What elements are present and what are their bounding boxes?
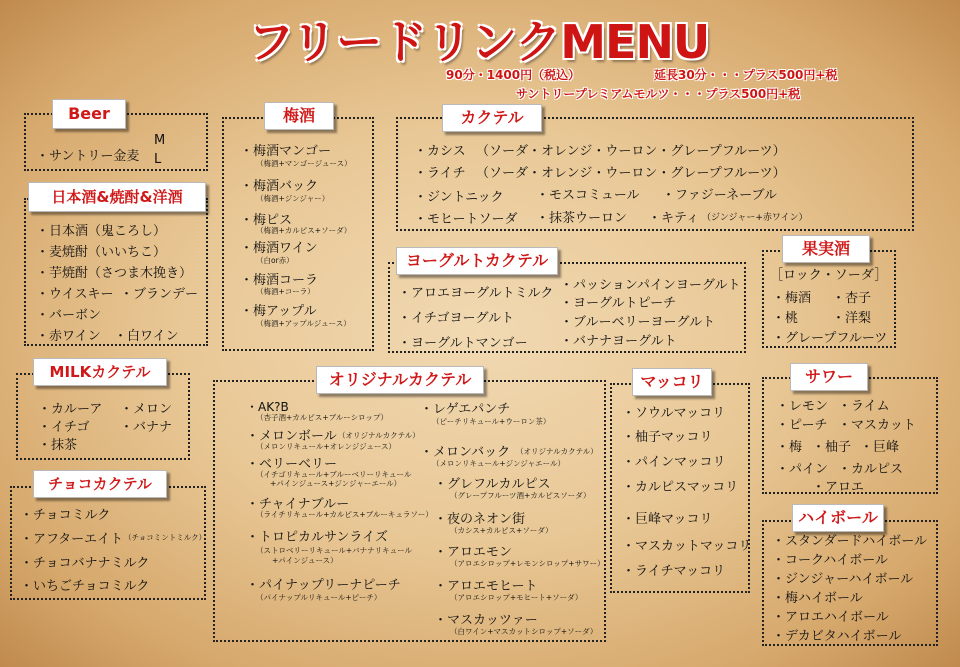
original-item: ・パイナップリーナピーチ bbox=[246, 578, 401, 593]
umeshu-item: ・梅酒マンゴー bbox=[240, 144, 332, 159]
kajitsu-item: ・洋梨 bbox=[832, 311, 872, 326]
original-item: ・メロンバック bbox=[420, 445, 511, 460]
umeshu-item: ・梅ピス bbox=[240, 213, 293, 228]
sour-item: ・ライム bbox=[838, 399, 890, 414]
highball-item: ・アロエハイボール bbox=[772, 610, 889, 625]
original-item: ・アロエモン bbox=[434, 545, 513, 560]
kajitsu-item: ・グレープフルーツ bbox=[772, 331, 888, 346]
sour-item: ・レモン bbox=[776, 399, 829, 414]
original-item-desc: （ピーチリキュール+ウーロン茶） bbox=[432, 417, 551, 426]
choco-item-desc: （チョコミントミルク） bbox=[124, 533, 207, 542]
original-item: ・夜のネオン街 bbox=[434, 512, 526, 527]
highball-item: ・梅ハイボール bbox=[772, 591, 863, 606]
cocktail-item-mixers: （ソーダ・オレンジ・ウーロン・グレープフルーツ） bbox=[476, 166, 786, 181]
original-item-desc: （カシス+カルピス+ソーダ） bbox=[450, 526, 553, 535]
sour-item: ・パイン bbox=[776, 462, 829, 477]
umeshu-item: ・梅酒ワイン bbox=[240, 241, 318, 256]
original-item: ・メロンボール bbox=[246, 429, 337, 444]
nihonshu-item: ・日本酒（鬼ころし） bbox=[36, 224, 167, 239]
beer-size-l: L bbox=[154, 152, 162, 167]
sour-heading: サワー bbox=[790, 363, 868, 391]
sour-item: ・梅 bbox=[776, 440, 803, 455]
yogurt-heading: ヨーグルトカクテル bbox=[396, 247, 558, 275]
milk-heading: MILKカクテル bbox=[33, 358, 167, 386]
makgeolli-item: ・マスカットマッコリ bbox=[622, 539, 752, 554]
cocktail-item: ・カシス bbox=[414, 144, 466, 159]
kajitsu-heading: 果実酒 bbox=[782, 235, 870, 263]
nihonshu-item: ・ブランデー bbox=[120, 287, 199, 302]
cocktail-item: ・ライチ bbox=[414, 166, 466, 181]
nihonshu-item: ・ウイスキー bbox=[36, 287, 114, 302]
original-item: ・グレフルカルピス bbox=[434, 477, 551, 492]
beer-item: ・サントリー金麦 bbox=[36, 149, 140, 164]
original-item: ・ベリーベリー bbox=[246, 457, 338, 472]
milk-item: ・抹茶 bbox=[38, 438, 78, 453]
cocktail-item: ・キティ bbox=[648, 211, 699, 226]
original-item-desc: （杏子酒+カルピス+ブルーシロップ） bbox=[256, 413, 389, 422]
original-item-desc: （グレープフルーツ酒+カルピスソーダ） bbox=[450, 491, 591, 500]
cocktail-item: ・モスコミュール bbox=[536, 188, 640, 203]
nihonshu-item: ・白ワイン bbox=[114, 329, 179, 344]
highball-item: ・スタンダードハイボール bbox=[772, 534, 927, 549]
original-item-desc: +パインジュース+ジンジャーエール） bbox=[270, 479, 402, 488]
sour-item: ・マスカット bbox=[838, 418, 916, 433]
original-item-desc: （アロエシロップ+レモンシロップ+サワー） bbox=[450, 559, 605, 568]
cocktail-item-desc: （ジンジャー+赤ワイン） bbox=[702, 213, 808, 223]
umeshu-item-desc: （梅酒+コーラ） bbox=[256, 287, 315, 296]
yogurt-item: ・バナナヨーグルト bbox=[560, 334, 677, 349]
cocktail-item: ・ジントニック bbox=[414, 190, 504, 205]
original-item: ・レゲエパンチ bbox=[420, 402, 511, 417]
highball-heading: ハイボール bbox=[792, 504, 884, 532]
choco-item: ・チョコミルク bbox=[20, 508, 111, 523]
premium-text: サントリープレミアムモルツ・・・プラス500円+税 bbox=[516, 87, 801, 101]
sour-item: ・柚子 bbox=[812, 440, 852, 455]
umeshu-item: ・梅酒コーラ bbox=[240, 273, 319, 288]
cocktail-item: ・モヒートソーダ bbox=[414, 212, 518, 227]
original-item-tag: （オリジナルカクテル） bbox=[338, 431, 420, 440]
makgeolli-item: ・パインマッコリ bbox=[622, 455, 726, 470]
yogurt-item: ・ヨーグルトピーチ bbox=[560, 296, 677, 311]
sour-item: ・アロエ bbox=[812, 480, 865, 495]
original-item-desc: （イチゴリキュール+ブルーベリーリキュール bbox=[256, 470, 412, 479]
original-item: ・マスカッツァー bbox=[434, 613, 538, 628]
extension-text: 延長30分・・・プラス500円+税 bbox=[654, 68, 838, 82]
milk-item: ・バナナ bbox=[120, 420, 173, 435]
kajitsu-note: ［ロック・ソーダ］ bbox=[770, 268, 888, 283]
original-item-desc: （白ワイン+マスカットシロップ+ソーダ） bbox=[450, 627, 598, 636]
price-text: 90分・1400円（税込） bbox=[446, 68, 581, 82]
sour-item: ・巨峰 bbox=[860, 440, 900, 455]
highball-item: ・ジンジャーハイボール bbox=[772, 572, 914, 587]
cocktail-heading: カクテル bbox=[442, 104, 542, 132]
choco-item: ・チョコバナナミルク bbox=[20, 556, 150, 571]
original-item: ・チャイナブルー bbox=[246, 497, 350, 512]
original-item-desc: +パインジュース） bbox=[272, 556, 338, 565]
original-item-desc: （パイナップルリキュール+ピーチ） bbox=[256, 593, 382, 602]
yogurt-item: ・ヨーグルトマンゴー bbox=[398, 336, 528, 351]
umeshu-item-desc: （梅酒+カルピス+ソーダ） bbox=[256, 226, 352, 235]
umeshu-item-desc: （梅酒+アップルジュース） bbox=[256, 319, 351, 328]
yogurt-item: ・アロエヨーグルトミルク bbox=[398, 286, 554, 301]
umeshu-item: ・梅酒バック bbox=[240, 179, 319, 194]
choco-heading: チョコカクテル bbox=[33, 470, 167, 498]
cocktail-item-mixers: （ソーダ・オレンジ・ウーロン・グレープフルーツ） bbox=[476, 144, 786, 159]
makgeolli-item: ・カルピスマッコリ bbox=[622, 480, 739, 495]
beer-heading: Beer bbox=[52, 99, 126, 129]
yogurt-item: ・ブルーベリーヨーグルト bbox=[560, 315, 716, 330]
nihonshu-item: ・バーボン bbox=[36, 308, 102, 323]
cocktail-item: ・抹茶ウーロン bbox=[536, 211, 628, 226]
umeshu-heading: 梅酒 bbox=[264, 102, 334, 130]
umeshu-item-desc: （梅酒+ジンジャー） bbox=[256, 194, 330, 203]
kajitsu-item: ・桃 bbox=[772, 311, 799, 326]
umeshu-item: ・梅アップル bbox=[240, 304, 317, 319]
makgeolli-heading: マッコリ bbox=[632, 368, 712, 396]
original-item-desc: （ライチリキュール+カルピス+ブルーキュラソー） bbox=[256, 510, 433, 519]
cocktail-item: ・ファジーネーブル bbox=[662, 188, 777, 203]
milk-item: ・カルーア bbox=[38, 402, 103, 417]
original-item-desc: （アロエシロップ+モヒート+ソーダ） bbox=[450, 593, 583, 602]
choco-item: ・いちごチョコミルク bbox=[20, 579, 150, 594]
umeshu-item-desc: （梅酒+マンゴージュース） bbox=[256, 159, 352, 168]
makgeolli-item: ・ライチマッコリ bbox=[622, 564, 726, 579]
yogurt-item: ・イチゴヨーグルト bbox=[398, 311, 515, 326]
nihonshu-item: ・芋焼酎（さつま木挽き） bbox=[36, 266, 193, 281]
original-item-desc: （ストロベリーリキュール+バナナリキュール bbox=[256, 546, 412, 555]
kajitsu-item: ・梅酒 bbox=[772, 291, 812, 306]
highball-item: ・コークハイボール bbox=[772, 553, 888, 568]
nihonshu-item: ・麦焼酎（いいちこ） bbox=[36, 245, 167, 260]
nihonshu-item: ・赤ワイン bbox=[36, 329, 101, 344]
kajitsu-item: ・杏子 bbox=[832, 291, 872, 306]
page-title: フリードリンクMENU bbox=[248, 15, 710, 69]
original-item-tag: （オリジナルカクテル） bbox=[516, 447, 598, 456]
umeshu-item-desc: （白or赤） bbox=[256, 256, 294, 265]
original-item: ・アロエモヒート bbox=[434, 579, 538, 594]
nihonshu-heading: 日本酒&焼酎&洋酒 bbox=[28, 182, 206, 212]
choco-item: ・アフターエイト bbox=[20, 532, 124, 547]
makgeolli-item: ・ソウルマッコリ bbox=[622, 406, 726, 421]
makgeolli-item: ・柚子マッコリ bbox=[622, 430, 713, 445]
makgeolli-item: ・巨峰マッコリ bbox=[622, 512, 713, 527]
sour-item: ・ピーチ bbox=[776, 418, 828, 433]
original-heading: オリジナルカクテル bbox=[316, 366, 484, 394]
sour-item: ・カルピス bbox=[838, 462, 904, 477]
original-item: ・トロピカルサンライズ bbox=[246, 530, 388, 545]
milk-item: ・イチゴ bbox=[38, 420, 90, 435]
milk-item: ・メロン bbox=[120, 402, 173, 417]
yogurt-item: ・パッションパインヨーグルト bbox=[560, 278, 741, 293]
original-item-desc: （メロンリキュール+オレンジジュース） bbox=[256, 442, 397, 451]
beer-size-m: M bbox=[154, 133, 166, 148]
original-item-desc: （メロンリキュール+ジンジャエール） bbox=[432, 459, 565, 468]
highball-item: ・デカビタハイボール bbox=[772, 629, 902, 644]
original-item: ・AK?B bbox=[246, 400, 289, 414]
